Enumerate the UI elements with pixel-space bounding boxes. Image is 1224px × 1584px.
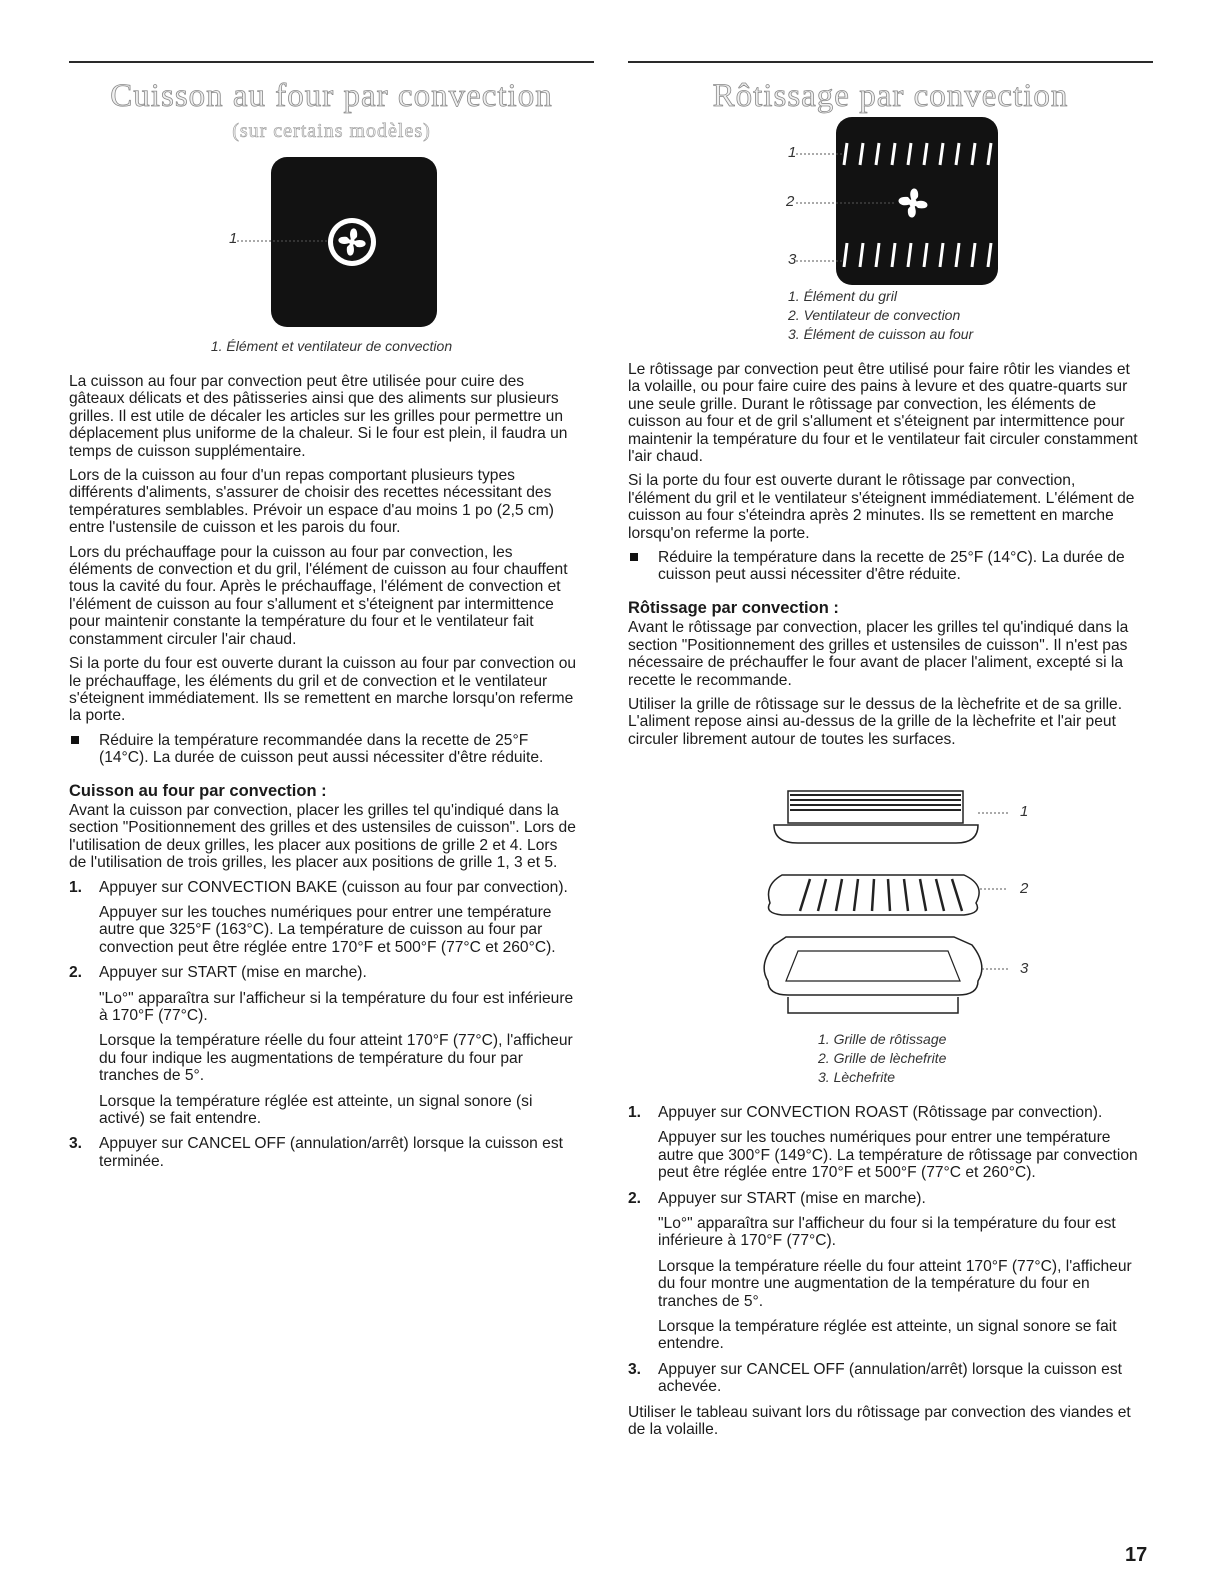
- right-figure-captions: [788, 287, 973, 344]
- right-body-top: [628, 361, 1138, 755]
- step-detail: Appuyer sur les touches numériques pour entrer une température autre que 325°F (163°C). La température de cuisson au four par convection peut être réglée entre 170°F et 500°F (77°C et 260°C).: [99, 903, 556, 956]
- bullet-text: Réduire la température recommandée dans la recette de 25°F (14°C). La durée de cuisson peut aussi nécessiter d'être réduite.: [99, 731, 544, 767]
- caption-line: 1. Grille de rôtissage: [818, 1031, 947, 1047]
- left-subheading: Cuisson au four par convection :: [69, 781, 327, 800]
- right-body-steps: [628, 1104, 1138, 1446]
- bullet-text: Réduire la température dans la recette de 25°F (14°C). La durée de cuisson peut aussi nécessiter d'être réduite.: [658, 549, 1125, 584]
- step-text: Appuyer sur START (mise en marche).: [658, 1189, 926, 1207]
- left-top-rule: [69, 61, 594, 63]
- right-top-rule: [628, 61, 1153, 63]
- right-figure-callout-3: 3: [788, 251, 797, 268]
- convection-oven-illustration: [219, 155, 449, 330]
- step-3: [69, 1135, 579, 1170]
- step-number: 1.: [628, 1104, 642, 1121]
- right-figure-callout-2: 2: [786, 193, 795, 210]
- step-number: 1.: [69, 878, 83, 896]
- broiler-grid-icon: [769, 875, 980, 915]
- step-detail: Lorsque la température réelle du four atteint 170°F (77°C), l'afficheur du four indique les augmentations de température du four par tranches de 5°.: [99, 1032, 573, 1085]
- bullet-item: [628, 549, 1138, 584]
- paragraph: Lors de la cuisson au four d'un repas comportant plusieurs types différents d'aliments, s'assurer de choisir des recettes nécessitant des températures semblables. Prévoir un espace d'au moins 1 po (2,5 cm) entre l'ustensile de cuisson et les parois du four.: [69, 467, 554, 537]
- broiler-pan-icon: [764, 937, 982, 1013]
- paragraph: Si la porte du four est ouverte durant le rôtissage par convection, l'élément du gril et le ventilateur s'éteignent immédiatement. L'élément de cuisson au four s'éteindra après 2 minutes. Ils se remettent en marche lorsqu'on referme la porte.: [628, 472, 1135, 542]
- bullet-square-icon: [630, 553, 638, 561]
- paragraph: Le rôtissage par convection peut être utilisé pour faire rôtir les viandes et la volaille, ou pour faire cuire des pains à levure et des quatre-quarts sur une seule grille. Durant le rôtissage par convection, les éléments de cuisson au four et de gril s'allument et s'éteignent par intermittence pour maintenir la température du four et le ventilateur fait circuler constamment l'air chaud.: [628, 361, 1138, 466]
- left-figure-caption: 1. Élément et ventilateur de convection: [210, 338, 453, 354]
- caption-line: 2. Ventilateur de convection: [788, 307, 961, 323]
- page-number: 17: [1125, 1544, 1148, 1566]
- roast-oven-illustration: [778, 115, 1008, 290]
- left-section-subtitle: (sur certains modèles): [232, 120, 431, 142]
- left-body: [69, 373, 579, 1178]
- closing-paragraph: Utiliser le tableau suivant lors du rôtissage par convection des viandes et de la volaille.: [628, 1403, 1131, 1439]
- paragraph: La cuisson au four par convection peut être utilisée pour cuire des gâteaux délicats et des pâtisseries ainsi que des aliments sur plusieurs grilles. Il est utile de décaler les articles sur les grilles pour permettre un déplacement plus uniforme de la chaleur. Si le four est plein, il faudra un temps de cuisson supplémentaire.: [69, 373, 568, 460]
- step-number: 3.: [69, 1135, 83, 1153]
- pan-callout-2: 2: [1020, 880, 1029, 897]
- paragraph: Avant le rôtissage par convection, placer les grilles tel qu'indiqué dans la section "Positionnement des grilles et ustensiles de cuisson". Il n'est pas nécessaire de préchauffer le four avant de placer l'aliment, excepté si la recette le recommande.: [628, 619, 1129, 689]
- left-section-title: Cuisson au four par convection: [110, 78, 553, 114]
- step-text: Appuyer sur CONVECTION BAKE (cuisson au four par convection).: [99, 878, 568, 896]
- bullet-square-icon: [71, 736, 79, 744]
- pan-figure-captions: [818, 1030, 946, 1087]
- right-section-title: Rôtissage par convection: [712, 78, 1069, 114]
- step-2: [628, 1190, 1138, 1353]
- step-text: Appuyer sur CONVECTION ROAST (Rôtissage par convection).: [658, 1104, 1103, 1121]
- step-text: Appuyer sur CANCEL OFF (annulation/arrêt) lorsque la cuisson est achevée.: [658, 1360, 1122, 1396]
- caption-line: 1. Élément du gril: [788, 288, 897, 304]
- caption-line: 3. Élément de cuisson au four: [788, 326, 974, 342]
- step-3: [628, 1361, 1138, 1396]
- roasting-rack-icon: [774, 791, 978, 843]
- step-number: 3.: [628, 1360, 642, 1378]
- step-number: 2.: [628, 1189, 642, 1207]
- paragraph: Si la porte du four est ouverte durant la cuisson au four par convection ou le préchauffage, les éléments du gril et de convection et le ventilateur s'éteignent immédiatement. Ils se remettent en marche lorsqu'on referme la porte.: [69, 655, 577, 725]
- step-detail: Appuyer sur les touches numériques pour entrer une température autre que 300°F (149°C). La température de rôtissage par convection peut être réglée entre 170°F et 500°F (77°C et 260°C).: [658, 1129, 1138, 1182]
- left-figure-callout: 1: [229, 230, 238, 247]
- step-detail: "Lo°" apparaîtra sur l'afficheur si la température du four est inférieure à 170°F (77°C).: [99, 989, 574, 1024]
- paragraph: Lors du préchauffage pour la cuisson au four par convection, les éléments de convection et du gril, l'élément de cuisson au four chauffent tous la cavité du four. Après le préchauffage, l'élément de convection et l'élément de cuisson au four s'allument et s'éteignent par intermittence pour maintenir constante la température du four et le ventilateur fait constamment circuler l'air chaud.: [69, 543, 568, 648]
- step-1: [628, 1104, 1138, 1182]
- paragraph: Avant la cuisson par convection, placer les grilles tel qu'indiqué dans la section "Positionnement des grilles et des ustensiles de cuisson". Lors de l'utilisation de deux grilles, les placer aux positions de grille 2 et 4. Lors de l'utilisation de trois grilles, les placer aux positions de grille 1, 3 et 5.: [69, 801, 576, 872]
- step-number: 2.: [69, 964, 83, 982]
- right-subheading: Rôtissage par convection :: [628, 598, 839, 617]
- bullet-item: [69, 732, 579, 767]
- step-2: [69, 964, 579, 1127]
- step-1: [69, 879, 579, 957]
- pan-callout-3: 3: [1020, 960, 1029, 977]
- caption-line: 2. Grille de lèchefrite: [818, 1050, 947, 1066]
- step-text: Appuyer sur CANCEL OFF (annulation/arrêt) lorsque la cuisson est terminée.: [99, 1135, 563, 1170]
- step-detail: Lorsque la température réelle du four atteint 170°F (77°C), l'afficheur du four montre une augmentation de la température du four en tranches de 5°.: [658, 1257, 1132, 1310]
- pan-callout-1: 1: [1020, 803, 1029, 820]
- right-figure-callout-1: 1: [788, 144, 797, 161]
- broiler-pan-illustration: [738, 785, 1058, 1030]
- paragraph: Utiliser la grille de rôtissage sur le dessus de la lèchefrite et de sa grille. L'aliment repose ainsi au-dessus de la grille de la lèchefrite et l'air peut circuler librement autour de toutes les surfaces.: [628, 695, 1123, 748]
- convection-fan-icon: [328, 218, 376, 266]
- step-text: Appuyer sur START (mise en marche).: [99, 964, 367, 982]
- step-detail: Lorsque la température réglée est atteinte, un signal sonore se fait entendre.: [658, 1318, 1117, 1353]
- step-detail: Lorsque la température réglée est atteinte, un signal sonore (si activé) se fait entendre.: [99, 1092, 533, 1128]
- caption-line: 3. Lèchefrite: [818, 1069, 896, 1085]
- step-detail: "Lo°" apparaîtra sur l'afficheur du four si la température du four est inférieure à 170°F (77°C).: [658, 1215, 1116, 1250]
